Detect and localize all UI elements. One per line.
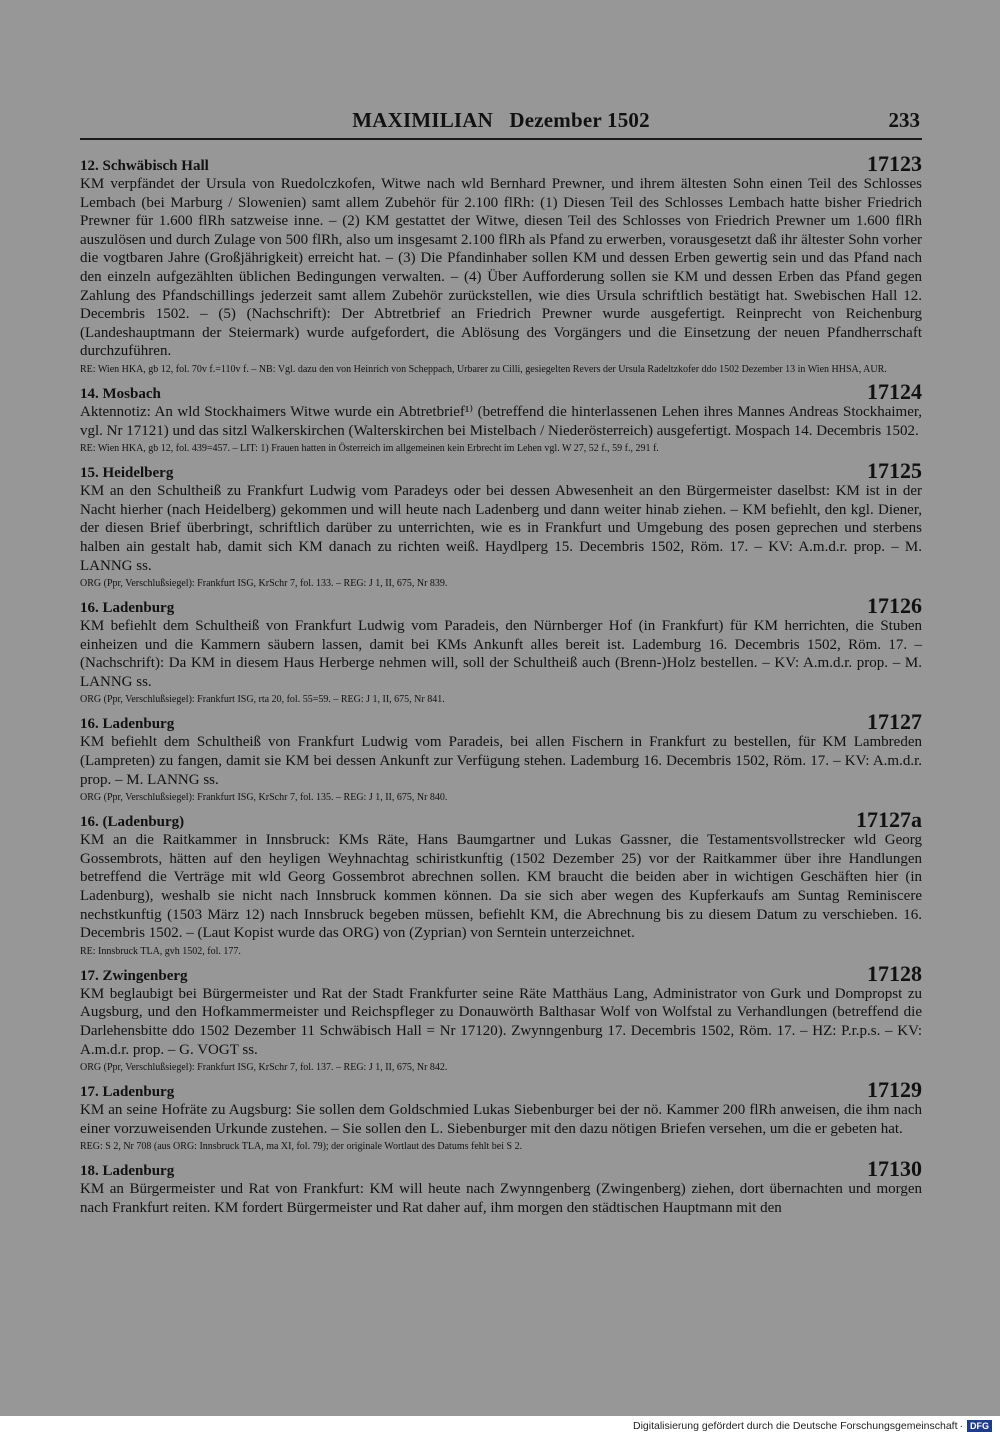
entry-text: KM verpfändet der Ursula von Ruedolczkofen, Witwe nach wld Bernhard Prewner, und ihrem ältesten Sohn einen Teil des Schlosses Lembach (bei Marburg / Slowenien) samt allem Zubehör für 2.100 flRh: (1) Diesen Teil des Schlosses Lembach hatte bisher Friedrich Prewner für 1.600 flRh satzweise inne. – (2) KM gestattet der Witwe, diesen Teil des Schlosses von Friedrich Prewner um 1.600 flRh auszulösen und durch Zulage von 500 flRh, also um insgesamt 2.100 flRh als Pfand zu erwerben, vorausgesetzt daß ihr ältester Sohn vorher die vogtbaren Jahre (Großjährigkeit) erreicht hat. – (3) Die Pfandinhaber sollen KM und dessen Erben gewertig sein und das Pfand nach den einzeln aufgezählten üblichen Bedingungen verwalten. – (4) Über Aufforderung sollen sie KM und dessen Erben das Pfand gegen Zahlung des Pfandschillings jederzeit samt allem Zubehör zurückstellen, wie dies Ursula schriftlich bestätigt hat. Swebischen Hall 12. Decembris 1502. – (5) (Nachschrift): Der Abtretbrief an Friedrich Prewner wurde ausgefertigt. Reinprecht von Reichenburg (Landeshauptmann der Steiermark) wurde aufgefordert, die Ablösung des Vorgängers und die Einsetzung der neuen Pfandherrschaft durchzuführen. <box>80 176 922 360</box>
entry-17128 <box>80 960 922 1074</box>
entry-heading <box>80 153 922 175</box>
entry-text: KM befiehlt dem Schultheiß von Frankfurt Ludwig vom Paradeis, den Nürnberger Hof (in Frankfurt) für KM herrichten, die Stuben einheizen und die Kammern säubern lassen, damit bei KMs Ankunft alles bereit ist. Lademburg 16. Decembris 1502, Röm. 17. – (Nachschrift): Da KM in diesem Haus Herberge nehmen will, soll der Schultheiß auch (Brenn-)Holz bestellen. – KV: A.m.d.r. prop. – M. LANNG ss. <box>80 618 922 690</box>
entry-place: 18. Ladenburg <box>80 1163 175 1180</box>
entry-number: 17126 <box>867 593 922 619</box>
entry-number: 17130 <box>867 1156 922 1182</box>
entry-source: RE: Wien HKA, gb 12, fol. 439=457. – LIT: 1) Frauen hatten in Österreich im allgemeinen kein Erbrecht im Lehen vgl. W 27, 52 f., 59 f., 291 f. <box>80 443 659 455</box>
entry-number: 17127 <box>867 709 922 735</box>
entry-place: 14. Mosbach <box>80 385 161 402</box>
entry-text: KM an seine Hofräte zu Augsburg: Sie sollen dem Goldschmied Lukas Siebenburger bei der nö. Kammer 200 flRh anweisen, die ihm nach einer vorzuweisenden Urkunde zustehen. – Sie sollen den L. Siebenburger mit den dazu nötigen Briefen versehen, um die er gebeten hat. <box>80 1102 922 1137</box>
entry-source: RE: Wien HKA, gb 12, fol. 70v f.=110v f. – NB: Vgl. dazu den von Heinrich von Scheppach, Urbarer zu Cilli, gesiegelten Revers der Ursula Radeltzkofer ddo 1502 Dezember 13 in Wien HHSA, AUR. <box>80 363 887 375</box>
entry-place: 16. Ladenburg <box>80 716 175 733</box>
entry-place: 16. Ladenburg <box>80 600 175 617</box>
entry-text: KM beglaubigt bei Bürgermeister und Rat der Stadt Frankfurter seine Räte Matthäus Lang, Administrator von Gurk und Dompropst zu Augsburg, und den Hofkammermeister und Reichspfleger zu Donauwörth Balthasar Wolf von Wolfstal zu Verhandlungen (betreffend die Darlehensbitte ddo 1502 Dezember 11 Schwäbisch Hall = Nr 17120). Zwynngenburg 17. Decembris 1502, Röm. 17. – HZ: P.r.p.s. – KV: A.m.d.r. prop. – G. VOGT ss. <box>80 985 922 1058</box>
entry-place: 12. Schwäbisch Hall <box>80 158 209 174</box>
entry-17125 <box>80 460 922 590</box>
entry-17127a <box>80 809 922 958</box>
entry-heading <box>80 595 922 617</box>
footer-credit: Digitalisierung gefördert durch die Deutsche Forschungsgemeinschaft <box>632 1419 958 1432</box>
entry-heading <box>80 1158 922 1180</box>
entry-heading <box>80 711 922 733</box>
entry-place: 17. Zwingenberg <box>80 967 188 984</box>
entry-text: Aktennotiz: An wld Stockhaimers Witwe wurde ein Abtretbrief¹⁾ (betreffend die hinterlassenen Lehen ihres Mannes Andreas Stockhaimer, vgl. Nr 17121) und das sitzl Walkerskirchen (Walterskirchen bei Mistelbach / Niederösterreich) ausgefertigt. Mospach 14. Decembris 1502. <box>80 403 922 439</box>
entry-text: KM an Bürgermeister und Rat von Frankfurt: KM will heute nach Zwynngenberg (Zwingenberg) ziehen, dort übernachten und morgen nach Frankfurt reiten. KM fordert Bürgermeister und Rat daher auf, ihm morgen den städtischen Hauptmann mit den <box>80 1181 922 1216</box>
entry-place: 15. Heidelberg <box>80 465 174 482</box>
entry-heading <box>80 460 922 482</box>
entry-heading <box>80 809 922 831</box>
page-title: MAXIMILIAN Dezember 1502 <box>352 108 650 132</box>
entry-source: ORG (Ppr, Verschlußsiegel): Frankfurt ISG, rta 20, fol. 55=59. – REG: J 1, II, 675, Nr 841. <box>80 694 445 706</box>
entry-text: KM an den Schultheiß zu Frankfurt Ludwig vom Paradeys oder bei dessen Abwesenheit an den Bürgermeister daselbst: KM ist in der Nacht hierher (nach Heidelberg) gekommen und will heute nach Ladenberg und dann weiter hinab ziehen. – KM befiehlt, den kgl. Diener, der diesen Brief überbringt, schriftlich darüber zu unterrichten, wie es in Frankfurt und Umgebung des posen geprechen und sterbens halben ain gestalt hab, damit sich KM danach zu richten weiß. Haydlperg 15. Decembris 1502, Röm. 17. – KV: A.m.d.r. prop. – M. LANNG ss. <box>80 483 922 574</box>
entries-list <box>80 153 922 1223</box>
entry-17130 <box>80 1158 922 1217</box>
entry-text: KM befiehlt dem Schultheiß von Frankfurt Ludwig vom Paradeis, bei allen Fischern in Frankfurt zu bestellen, für KM Lambreden (Lampreten) zu fangen, damit sie KM bei dessen Ankunft zur Verfügung stehen. Lademburg 16. Decembris 1502, Röm. 17. – KV: A.m.d.r. prop. – M. LANNG ss. <box>80 734 922 788</box>
entry-heading <box>80 378 922 404</box>
entry-number: 17124 <box>867 378 922 404</box>
entry-number: 17128 <box>867 960 922 986</box>
entry-text: KM an die Raitkammer in Innsbruck: KMs Räte, Hans Baumgartner und Lukas Gassner, die Testamentsvollstrecker wld Georg Gossembrots, hätten auf den heyligen Weyhnachtag schiristkunftig (1502 Dezember 25) vor der Raitkammer über ihre Handlungen betreffend die Verträge mit wld Georg Gossembrot abrechnen sollen. KM braucht die beiden aber in wichtigen Geschäften hier (in Ladenburg), weshalb sie nicht nach Innsbruck kommen können. Da sie sich aber wegen des Kupferkaufs am Suntag Reminiscere nechstkunftig (1503 März 12) nach Innsbruck begeben müssen, befiehlt KM, die Abrechnung bis zu diesem Datum zu verschieben. 16. Decembris 1502. – (Laut Kopist wurde das ORG) von (Zyprian) von Serntein unterzeichnet. <box>80 832 922 942</box>
entry-source: ORG (Ppr, Verschlußsiegel): Frankfurt ISG, KrSchr 7, fol. 135. – REG: J 1, II, 675, Nr 840. <box>80 792 448 804</box>
footer-separator: · <box>959 1419 963 1432</box>
entry-17124 <box>80 378 922 455</box>
entry-source: ORG (Ppr, Verschlußsiegel): Frankfurt ISG, KrSchr 7, fol. 133. – REG: J 1, II, 675, Nr 839. <box>80 578 448 590</box>
entry-17126 <box>80 595 922 706</box>
entry-17129 <box>80 1079 922 1153</box>
entry-17123 <box>80 153 922 376</box>
page-number: 233 <box>888 108 920 132</box>
digitization-footer <box>633 1419 992 1432</box>
entry-number: 17129 <box>867 1077 922 1103</box>
entry-source: RE: Innsbruck TLA, gvh 1502, fol. 177. <box>80 945 241 957</box>
entry-heading <box>80 960 922 986</box>
header-rule <box>80 138 922 140</box>
entry-number: 17127a <box>856 807 922 833</box>
dfg-logo: DFG <box>967 1420 992 1432</box>
entry-source: ORG (Ppr, Verschlußsiegel): Frankfurt ISG, KrSchr 7, fol. 137. – REG: J 1, II, 675, Nr 842. <box>80 1062 448 1074</box>
entry-place: 17. Ladenburg <box>80 1084 175 1101</box>
entry-heading <box>80 1079 922 1101</box>
entry-17127 <box>80 711 922 804</box>
entry-number: 17123 <box>867 151 922 176</box>
entry-source: REG: S 2, Nr 708 (aus ORG: Innsbruck TLA, ma XI, fol. 79); der originale Wortlaut des Datums fehlt bei S 2. <box>80 1141 523 1153</box>
entry-place: 16. (Ladenburg) <box>80 814 185 831</box>
entry-number: 17125 <box>867 458 922 484</box>
running-header <box>80 108 922 138</box>
